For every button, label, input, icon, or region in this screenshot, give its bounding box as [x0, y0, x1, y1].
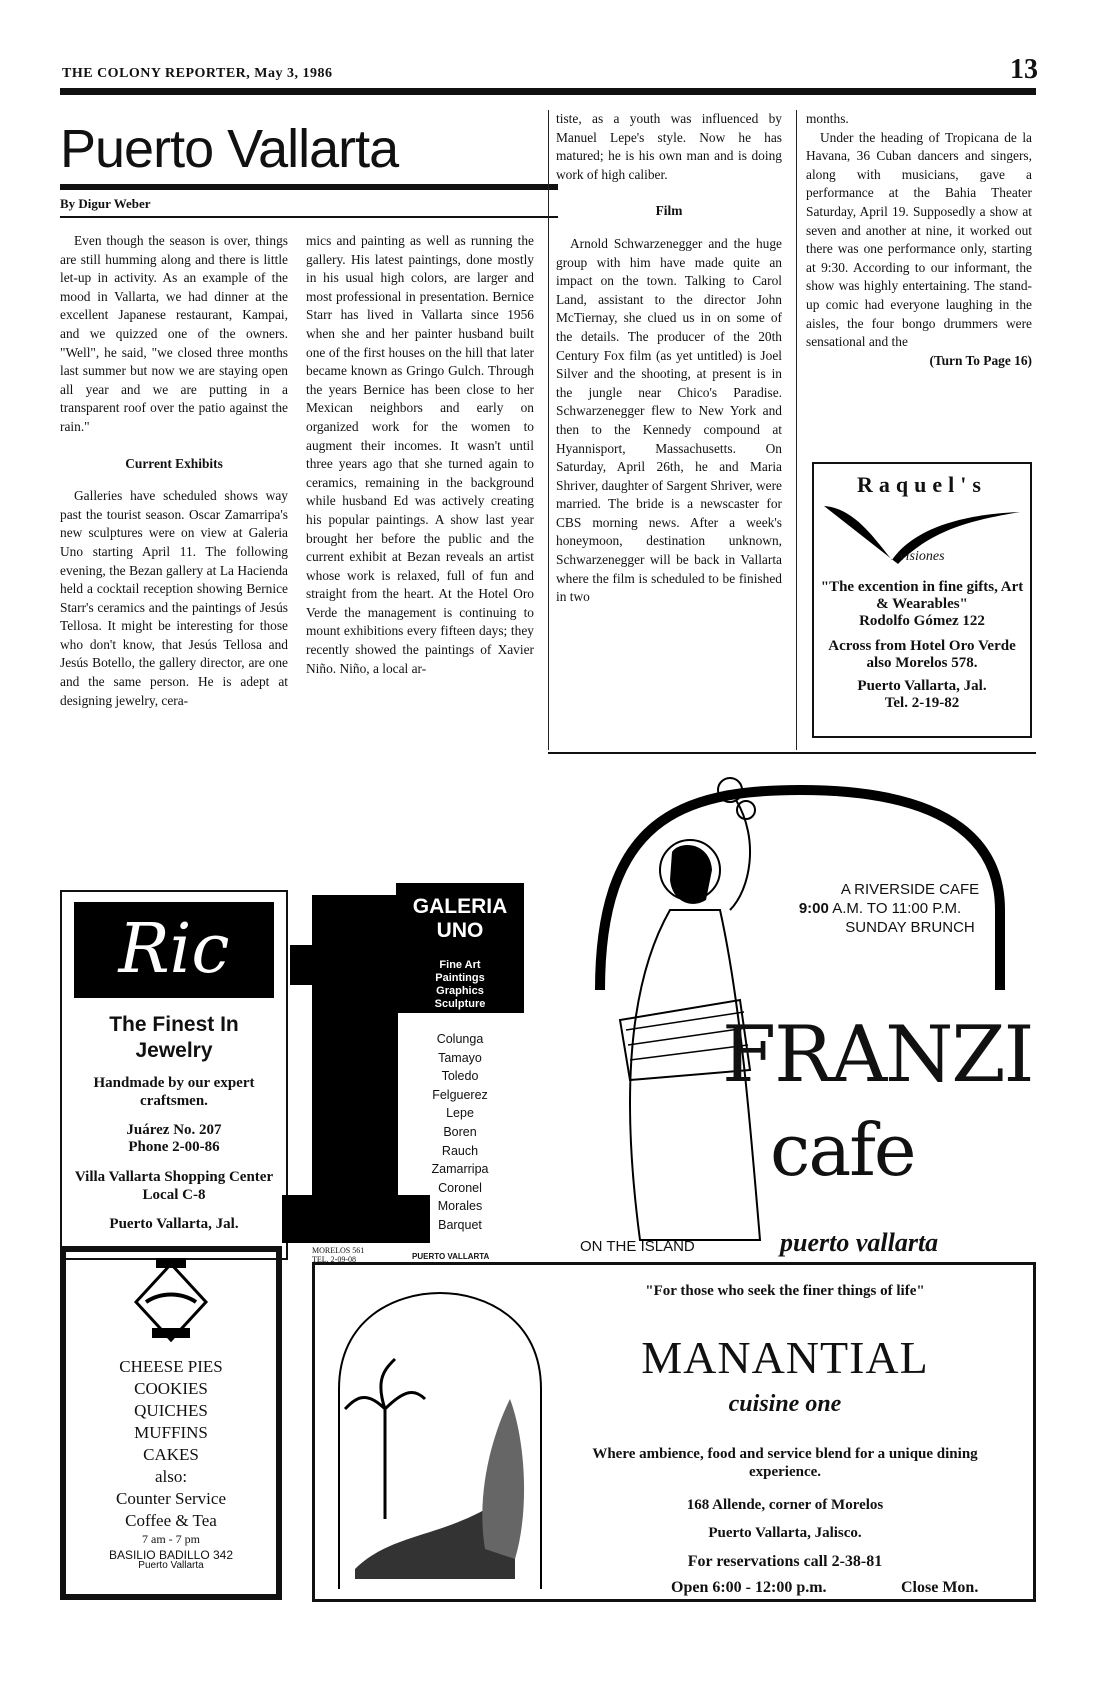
paragraph: Under the heading of Tropicana de la Havana, 36 Cuban dancers and singers, along with musicians, gave a performance at the Bahia Theater Saturday, April 19. Supposedly a show at seven and another at nine, it worked out there was one performance only, starting at 9:30. According to our informant, the show was highly entertaining. The stand-up comic had everyone laughing in the aisles, the four bongo drummers were sensational and the [806, 129, 1032, 350]
artist: Morales [437, 1199, 483, 1214]
ric-center: Villa Vallarta Shopping Center Local C-8 [74, 1169, 274, 1203]
artist: Lepe [446, 1106, 474, 1121]
raquels-script: visiones [899, 549, 945, 564]
page-number: 13 [1010, 54, 1038, 85]
artist: Coronel [438, 1180, 482, 1195]
article-column-3 [556, 110, 782, 607]
article-column-4 [806, 110, 1032, 370]
bakery-item: CHEESE PIES [119, 1357, 223, 1376]
artist: Tamayo [438, 1050, 482, 1065]
raquels-city: Puerto Vallarta, Jal. [857, 678, 987, 694]
galeria-numeral-one [312, 895, 398, 1243]
bakery-item: COOKIES [134, 1379, 208, 1398]
article-column-1 [60, 232, 288, 710]
service: Sculpture [434, 998, 486, 1010]
raquels-tagline: "The excention in fine gifts, Art & Wearables" [820, 579, 1024, 612]
ric-logo: Ric [74, 902, 274, 998]
manantial-city: Puerto Vallarta, Jalisco. [708, 1525, 862, 1541]
ric-headline: The Finest In Jewelry [109, 1013, 239, 1062]
bakery-hours: 7 am - 7 pm [142, 1532, 200, 1546]
ad-ric [60, 890, 288, 1260]
manantial-reservations: For reservations call 2-38-81 [687, 1553, 883, 1570]
manantial-sub: cuisine one [728, 1391, 842, 1417]
title-rule [60, 184, 558, 190]
column-divider [548, 110, 549, 750]
paragraph: months. [806, 111, 849, 126]
manantial-desc: Where ambience, food and service blend for a unique dining experience. [592, 1446, 978, 1480]
raquels-across: Across from Hotel Oro Verde also Morelos 578. [828, 638, 1016, 671]
artist: Felguerez [432, 1087, 488, 1102]
service: Fine Art [439, 959, 481, 971]
byline: By Digur Weber [60, 196, 151, 211]
paragraph: tiste, as a youth was influenced by Manuel Lepe's style. Now he has matured; he is his own man and is doing work of high caliber. [556, 111, 782, 182]
artist: Barquet [438, 1217, 482, 1232]
bakery-address: BASILIO BADILLO 342 [108, 1548, 234, 1562]
artist: Toledo [441, 1069, 479, 1084]
franzi-hours-start: 9:00 [798, 900, 829, 917]
bakery-also: also: [154, 1467, 188, 1486]
header-rule [60, 88, 1036, 95]
ric-address: Juárez No. 207 [126, 1122, 222, 1138]
bakery-item: MUFFINS [134, 1423, 208, 1442]
byline-rule [60, 216, 558, 218]
manantial-open: Open 6:00 - 12:00 p.m. [671, 1579, 827, 1596]
ad-bakery [60, 1246, 282, 1600]
raquels-tel: Tel. 2-19-82 [884, 695, 960, 711]
galeria-name: GALERIA UNO [412, 895, 508, 942]
galeria-tel: TEL. 2-09-08 [312, 1255, 356, 1264]
ric-phone: Phone 2-00-86 [128, 1139, 220, 1155]
article-title: Puerto Vallarta [60, 119, 399, 179]
galeria-services [396, 959, 524, 1011]
franzi-riverside: A RIVERSIDE CAFE [840, 881, 980, 898]
franzi-island: ON THE ISLAND [580, 1238, 695, 1255]
article-column-2 [306, 232, 534, 678]
artist: Boren [443, 1124, 477, 1139]
newspaper-header: THE COLONY REPORTER, May 3, 1986 [62, 66, 333, 81]
raquels-address: Rodolfo Gómez 122 [859, 613, 985, 629]
service: Graphics [436, 985, 484, 997]
manantial-illustration [335, 1289, 545, 1589]
ad-raquels [812, 462, 1032, 738]
bakery-items [66, 1356, 276, 1532]
service: Paintings [435, 972, 485, 984]
manantial-name: MANANTIAL [641, 1332, 929, 1383]
manantial-address: 168 Allende, corner of Morelos [686, 1497, 884, 1513]
column-divider [796, 110, 797, 750]
paragraph: mics and painting as well as running the gallery. His latest paintings, done mostly in his usual high colors, are larger and most professional in presentation. Bernice Starr has lived in Vallarta since 1956 when she and her painter husband built one of the first houses on the hill that later became known as Gringo Gulch. Through the years Bernice has been close to her Mexican neighbors and early on organized work for the women to augment their incomes. It wasn't until three years ago that she turned again to ceramics, remaining in the background while husband Ed was actively creating his popular paintings. A show last year brought her before the public and the current exhibit at Bezan reveals an artist whose work is relaxed, full of fun and straight from the heart. At the Hotel Oro Verde the management is continuing to mount exhibitions every fifteen days; they recently showed the paintings of Xavier Niño. Niño, a local ar- [306, 233, 534, 676]
paragraph: Even though the season is over, things are still humming along and there is little let-up in activity. As an example of the mood in Vallarta, we had dinner at the excellent Japanese restaurant, Kampai, and we quizzed one of the owners. "Well", he said, "we closed three months last summer but now we are staying open all year and we are putting in a transparent roof over the patio against the rain." [60, 233, 288, 434]
franzi-cafe: cafe [770, 1108, 915, 1192]
artist: Rauch [441, 1143, 479, 1158]
paragraph: Arnold Schwarzenegger and the huge group with him have made quite an impact on the town. Talking to Carol Land, assistant to the director John McTiernay, she clued us in on some of the details. The producer of the 20th Century Fox film (as yet untitled) is Joel Silver and the shooting, at present is in the jungle near Chico's Paradise. Schwarzenegger flew to New York and then to the Kennedy compound at Hyannisport, Massachusetts. On Saturday, April 26th, he and Maria Shriver, daughter of Sargent Shriver, were married. The bride is a newscaster for CBS morning news. After a week's honeymoon, destination unknown, Schwarzenegger will be back in Vallarta where the film is scheduled to be finished in two [556, 235, 782, 605]
galeria-city: PUERTO VALLARTA [412, 1252, 490, 1261]
bakery-city: Puerto Vallarta [138, 1560, 204, 1571]
ric-sub: Handmade by our expert craftsmen. [93, 1075, 255, 1109]
franzi-brunch: SUNDAY BRUNCH [845, 919, 975, 936]
galeria-artists [410, 1030, 510, 1235]
subhead-film: Film [655, 203, 683, 219]
ad-manantial [312, 1262, 1036, 1602]
manantial-quote: "For those who seek the finer things of life" [645, 1283, 925, 1299]
ric-city: Puerto Vallarta, Jal. [109, 1216, 239, 1232]
ad-rule [548, 752, 1036, 754]
galeria-street: MORELOS 561 [312, 1246, 365, 1255]
bakery-item: QUICHES [134, 1401, 208, 1420]
galeria-header [396, 883, 524, 1013]
franzi-name: FRANZI [722, 1010, 1033, 1100]
manantial-closed: Close Mon. [901, 1579, 979, 1596]
bakery-item: CAKES [143, 1445, 199, 1464]
bakery-coffee: Coffee & Tea [125, 1511, 217, 1530]
franzi-city: puerto vallarta [780, 1228, 939, 1257]
turn-to-page: (Turn To Page 16) [929, 352, 1032, 368]
bakery-counter: Counter Service [116, 1489, 226, 1508]
franzi-hours: A.M. TO 11:00 P.M. [832, 900, 962, 917]
artist: Zamarripa [431, 1162, 489, 1177]
subhead-current-exhibits: Current Exhibits [125, 455, 223, 471]
paragraph: Galleries have scheduled shows way past the tourist season. Oscar Zamarripa's new sculptures were on view at Galeria Uno starting April 11. The following evening, the Bezan gallery at La Hacienda held a cocktail reception showing Bernice Starr's ceramics and the paintings of Jesús Tellosa. It might be interesting for those who don't know, that Jesús Tellosa and Jesús Botello, the gallery director, are one and the same person. He is adept at designing jewelry, cera- [60, 488, 288, 708]
bakery-logo [66, 1252, 276, 1352]
raquels-name: Raquel's [857, 472, 987, 497]
artist: Colunga [436, 1032, 484, 1046]
franzi-cafe-line [800, 880, 1020, 937]
